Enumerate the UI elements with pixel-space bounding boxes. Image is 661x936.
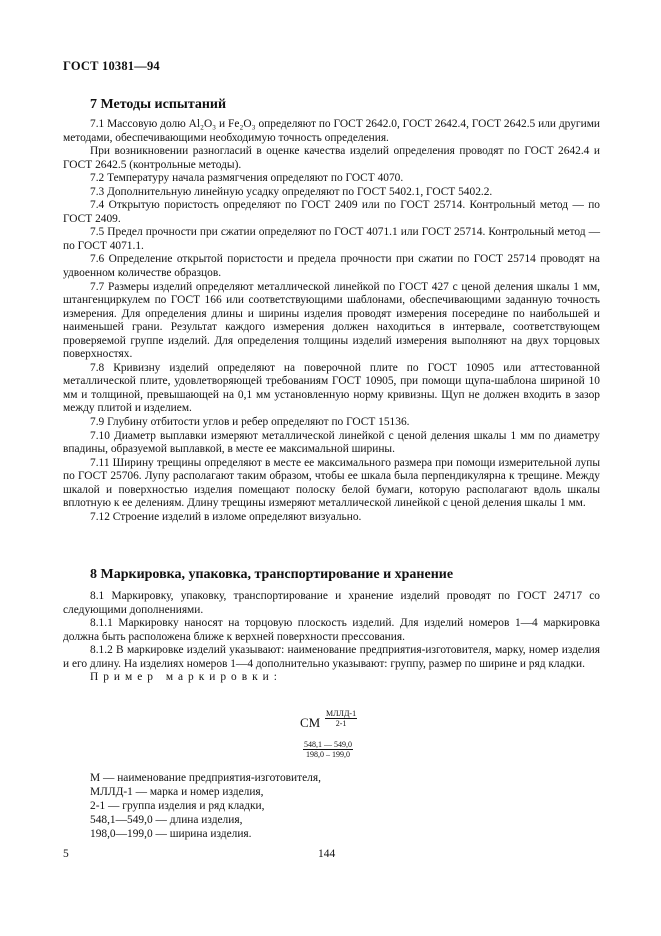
legend-line: 548,1—549,0 — длина изделия, — [90, 814, 243, 826]
section-7-body — [63, 118, 600, 524]
paragraph: 7.12 Строение изделий в изломе определяют визуально. — [90, 510, 362, 523]
page-number-center: 144 — [318, 848, 336, 860]
marking-grade: МЛЛД-1 — [326, 709, 357, 718]
paragraph: 7.10 Диаметр выплавки измеряют металлической линейкой с ценой деления шкалы 1 мм по диаметру впадины, образуемой выплавкой, в месте ее максимальной ширины. — [63, 429, 600, 456]
paragraph: 7.11 Ширину трещины определяют в месте ее максимального размера при помощи измерительной лупы по ГОСТ 25706. Лупу располагают таким образом, чтобы ее шкала была перпендикулярна к трещине. Между шкалой и поверхностью изделия помещают полоску белой бумаги, которую располагают вдоль шкалы вплотную к ее делениям. Длину трещины измеряют металлической линейкой с ценой деления шкалы 1 мм. — [63, 456, 600, 510]
paragraph: 7.6 Определение открытой пористости и предела прочности при сжатии по ГОСТ 25714 проводят на удвоенном количестве образцов. — [63, 253, 600, 280]
legend-line: 2-1 — группа изделия и ряд кладки, — [90, 800, 265, 812]
marking-legend — [90, 771, 321, 841]
marking-length: 548,1 — 549,0 — [304, 740, 352, 749]
section-7-title: 7 Методы испытаний — [90, 97, 227, 112]
doc-header: ГОСТ 10381—94 — [63, 59, 160, 73]
example-label: Пример маркировки: — [90, 671, 282, 684]
paragraph: 7.5 Предел прочности при сжатии определяют по ГОСТ 4071.1 или ГОСТ 25714. Контрольный метод — по ГОСТ 4071.1. — [63, 226, 600, 252]
paragraph: 8.1.1 Маркировку наносят на торцовую плоскость изделий. Для изделий номеров 1—4 маркировка должна быть расположена ближе к верхней поверхности прессования. — [63, 617, 600, 643]
paragraph: 7.8 Кривизну изделий определяют на поверочной плите по ГОСТ 10905 или аттестованной металлической плите, удовлетворяющей требованиям ГОСТ 10905, при помощи щупа-шаблона шириной 10 мм и толщиной, превышающей на 0,1 мм установленную норму кривизны. Щуп не должен входить в зазор между плитой и изделием. — [63, 361, 600, 415]
paragraph: 7.1 Массовую долю Al₂O₃ и Fe₂O₃ определяют по ГОСТ 2642.0, ГОСТ 2642.4, ГОСТ 2642.5 или другими методами, обеспечивающими необходимую точность определения. — [63, 118, 600, 144]
paragraph: 7.4 Открытую пористость определяют по ГОСТ 2409 или по ГОСТ 25714. Контрольный метод — по ГОСТ 2409. — [63, 199, 600, 225]
paragraph: 7.2 Температуру начала размягчения определяют по ГОСТ 4070. — [90, 172, 404, 185]
paragraph: 8.1 Маркировку, упаковку, транспортирование и хранение изделий проводят по ГОСТ 24717 со следующими дополнениями. — [63, 590, 600, 616]
paragraph: 7.9 Глубину отбитости углов и ребер определяют по ГОСТ 15136. — [90, 416, 410, 429]
marking-width: 198,0 – 199,0 — [306, 750, 350, 759]
marking-prefix: СМ — [300, 715, 321, 730]
page-number-left: 5 — [63, 848, 69, 860]
section-8-body — [63, 590, 600, 685]
paragraph: При возникновении разногласий в оценке качества изделий определения проводят по ГОСТ 2642.4 и ГОСТ 2642.5 (контрольные методы). — [63, 145, 600, 171]
paragraph: 7.7 Размеры изделий определяют металлической линейкой по ГОСТ 427 с ценой деления шкалы 1 мм, штангенциркулем по ГОСТ 166 или соответствующими шаблонами, обеспечивающими заданную точность измерения. Для определения длины и ширины изделия проводят измерения посередине по наибольшей и наименьшей грани. Результат каждого измерения должен находиться в интервале, соответствующем проверяемой группе изделий. Для определения толщины изделий измерения выполняют на двух торцовых поверхностях. — [63, 280, 600, 361]
legend-line: М — наименование предприятия-изготовителя, — [90, 772, 321, 784]
section-8-title: 8 Маркировка, упаковка, транспортирование и хранение — [90, 567, 454, 582]
legend-line: МЛЛД-1 — марка и номер изделия, — [90, 786, 264, 798]
paragraph: 7.3 Дополнительную линейную усадку определяют по ГОСТ 5402.1, ГОСТ 5402.2. — [90, 185, 493, 198]
marking-group: 2-1 — [335, 719, 347, 728]
marking-fraction-top — [325, 709, 357, 728]
paragraph: 8.1.2 В маркировке изделий указывают: наименование предприятия-изготовителя, марку, номер изделия и его длину. На изделиях номеров 1—4 дополнительно указывают: группу, размер по ширине и ряд кладки. — [63, 644, 600, 670]
marking-fraction-bottom — [303, 740, 353, 759]
legend-line: 198,0—199,0 — ширина изделия. — [90, 828, 252, 840]
